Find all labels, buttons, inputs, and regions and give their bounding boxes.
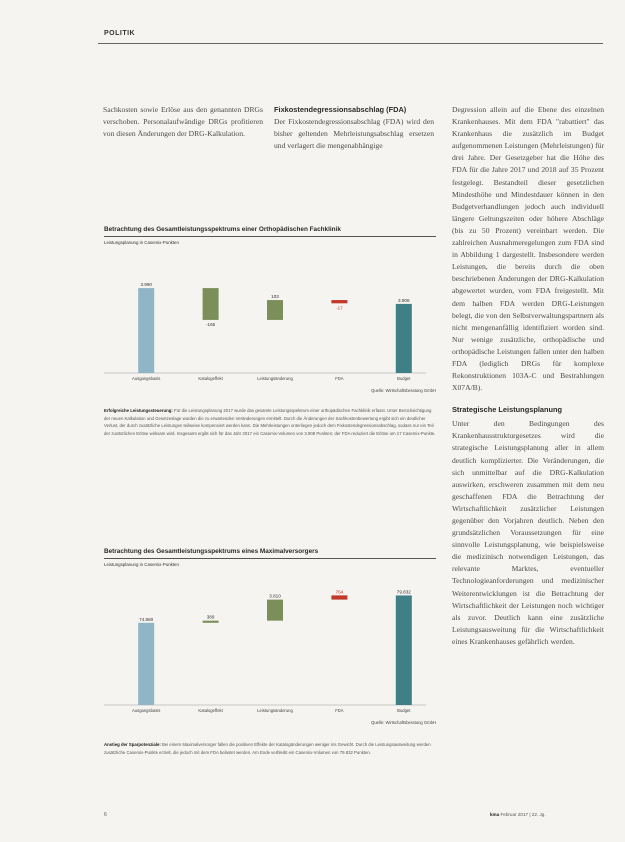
chart2-value-label-2: 389 [206, 614, 215, 620]
right-paragraph-2: Unter den Bedingungen des Krankenhausstrukturgesetzes wird die strategische Leistungsplanung aller in allem deutlich komplizierter. Die Veränderungen, die sich unmittelbar auf die DRG-Kalkulation auswirken, erschweren zusammen mit dem neu geschaffenen FDA die Betrachtung der Wirtschaftlichkeit zusätzlicher Leistungen gegenüber den Vorjahren deutlich. Neben den grundsätzlichen Voraussetzungen für eine sinnvolle Leistungsplanung, wie beispielsweise die medizinisch notwendigen Leistungen, das relevante Marktes, eventueller Technologieanforderungen und medizinischer Weiterentwicklungen ist die Betrachtung der Wirtschaftlichkeit der Leistungen noch wichtiger als zuvor. Deutlich kann eine zusätzliche Leistungsausweitung für die Wirtschaftlichkeit eines Krankenhauses gefährlich werden. [452, 419, 604, 646]
page-number: 6 [104, 812, 107, 818]
chart1-value-label-3: 103 [271, 294, 279, 300]
chart2-bar-2 [203, 621, 219, 623]
chart1-value-label-1: 3.990 [140, 282, 152, 288]
chart1-value-label-4: -17 [336, 305, 343, 311]
chart1-bar-4 [331, 300, 347, 303]
section-label: POLITIK [104, 30, 136, 37]
chart2-caption [104, 741, 436, 756]
chart2-subtitle: Leistungsplanung in Casemix-Punkten [104, 562, 179, 567]
chart2-value-label-1: 74.880 [139, 616, 154, 622]
chart1-caption-lead: Erfolgreiche Leistungssteuerung: [104, 408, 173, 413]
chart2-category-label-2: Katalogeffekt [198, 708, 223, 713]
chart2-value-label-5: 79.832 [396, 589, 411, 595]
chart2-category-label-3: Leistungsänderung [257, 708, 293, 713]
chart2-category-label-1: Ausgangsbasis [131, 708, 161, 713]
chart1-rule [104, 236, 436, 237]
right-column [452, 104, 604, 648]
chart1-bar-2 [203, 288, 219, 320]
header-rule [98, 43, 603, 44]
chart1-bar-1 [138, 288, 154, 373]
chart1-category-label-2: Katalogeffekt [198, 376, 223, 381]
chart1-subtitle: Leistungsplanung in Casemix-Punkten [104, 240, 179, 245]
chart1-category-label-1: Ausgangsbasis [131, 376, 161, 381]
chart1-value-label-5: 3.908 [398, 297, 410, 303]
chart1-value-label-2: -165 [205, 321, 216, 327]
chart2-category-label-5: Budget [397, 708, 411, 713]
fda-paragraph: Der Fixkostendegressionsabschlag (FDA) wird den bisher geltenden Mehrleistungsabschlag ersetzen und verlagert die mengenabhängige [274, 117, 434, 151]
chart1-category-label-4: FDA [335, 376, 344, 381]
chart2-value-label-4: 764 [335, 589, 344, 595]
chart1-bar-3 [267, 300, 283, 320]
chart2-bar-1 [138, 623, 154, 705]
chart1-block [104, 226, 436, 437]
chart2-plot [104, 567, 436, 715]
chart1-category-label-3: Leistungsänderung [257, 376, 293, 381]
chart1-source: Quelle: Wirtschaftsberatung GmbH [371, 388, 436, 393]
chart2-caption-lead: Anstieg der Sparpotenziale: [104, 742, 161, 747]
strategy-heading: Strategische Leistungsplanung [452, 405, 563, 415]
fda-section [274, 104, 434, 152]
chart2-rule [104, 558, 436, 559]
chart2-value-label-3: 3.810 [269, 593, 281, 599]
chart2-title: Betrachtung des Gesamtleistungsspektrums eines Maximalversorgers [104, 548, 319, 555]
chart2-bar-3 [267, 600, 283, 621]
chart2-bar-5 [396, 595, 412, 705]
fda-heading: Fixkostendegressionsabschlag (FDA) [274, 105, 407, 114]
chart2-caption-text: Bei einem Maximalversorger fallen die positiven Effekte der Katalogänderungen weniger ins Gewicht. Durch die Leistungsausweitung werden zusätzliche Casemix-Punkte erzielt, die jedoch mit dem FDA belastet werden. Am Ende verbleibt ein Casemix-Volumen von 79.832 Punkten. [104, 742, 431, 755]
journal-footer [490, 812, 546, 817]
journal-issue: Februar 2017 | 22. Jg. [500, 812, 546, 817]
chart1-plot [104, 245, 436, 383]
journal-name: kma [490, 812, 500, 817]
chart2-source: Quelle: Wirtschaftsberatung GmbH [371, 720, 436, 725]
chart1-bar-5 [396, 304, 412, 373]
chart1-caption [104, 407, 436, 437]
chart1-category-label-5: Budget [397, 376, 411, 381]
chart2-category-label-4: FDA [335, 708, 344, 713]
chart1-title: Betrachtung des Gesamtleistungsspektrums einer Orthopädischen Fachklinik [104, 226, 341, 233]
chart2-bar-4 [331, 595, 347, 599]
chart1-caption-text: Für die Leistungsplanung 2017 wurde das gesamte Leistungsspektrum einer orthopädischen Fachklinik erfasst. Unter Berücksichtigung der neuen Kalkulation und Gesetzeslage wurden die zu erwartenden Veränderungen ermittelt. Durch die Änderungen der Sachkostenbewertung ergibt sich ein deutlicher Verlust, der durch zusätzliche Leistungen teilweise kompensiert werden kann. Die Mehrleistungen unterliegen jedoch dem Fixkostendegressionsabschlag, sodass nur ein Teil der zusätzlichen Erlöse wirksam wird. Insgesamt ergibt sich für das Jahr 2017 ein Casemix-Volumen von 3.908 Punkten; der FDA reduziert die Erlöse um 17 Casemix-Punkte. [104, 408, 436, 436]
chart2-block [104, 548, 436, 756]
right-paragraph-1: Degression allein auf die Ebene des einzelnen Krankenhauses. Mit dem FDA "rabattiert" das Krankenhaus die zusätzlich im Budget aufgenommenen Leistungen (Mehrleistungen) für drei Jahre. Der Gesetzgeber hat die Höhe des FDA für die Jahre 2017 und 2018 auf 35 Prozent festgelegt. Bestandteil dieser gesetzlichen Mindesthöhe und Mindestdauer können in den Budgetverhandlungen jedoch auch individuell längere Geltungszeiten oder höhere Abschläge (bis zu 50 Prozent) vereinbart werden. Die zahlreichen Ausnahmeregelungen zum FDA sind in Abbildung 1 dargestellt. Insbesondere werden Leistungen, die bereits durch die oben beschriebenen Änderungen der DRG-Kalkulation abgewertet wurden, vom FDA freigestellt. Mit dem halben FDA werden DRG-Leistungen belegt, die von den Selbstverwaltungspartnern als nicht mengenanfällig identifiziert worden sind. Nur wenige zusätzliche, orthopädische und orthopädische Leistungen fallen unter den halben FDA (lediglich DRGs für komplexe Rekonstruktionen 103A-C und Bestrahlungen X07A/B). [452, 105, 604, 393]
top-left-paragraph: Sachkosten sowie Erlöse aus den genannten DRGs verschoben. Personalaufwändige DRGs profitieren von diesen Änderungen der DRG-Kalkulation. [103, 105, 263, 139]
